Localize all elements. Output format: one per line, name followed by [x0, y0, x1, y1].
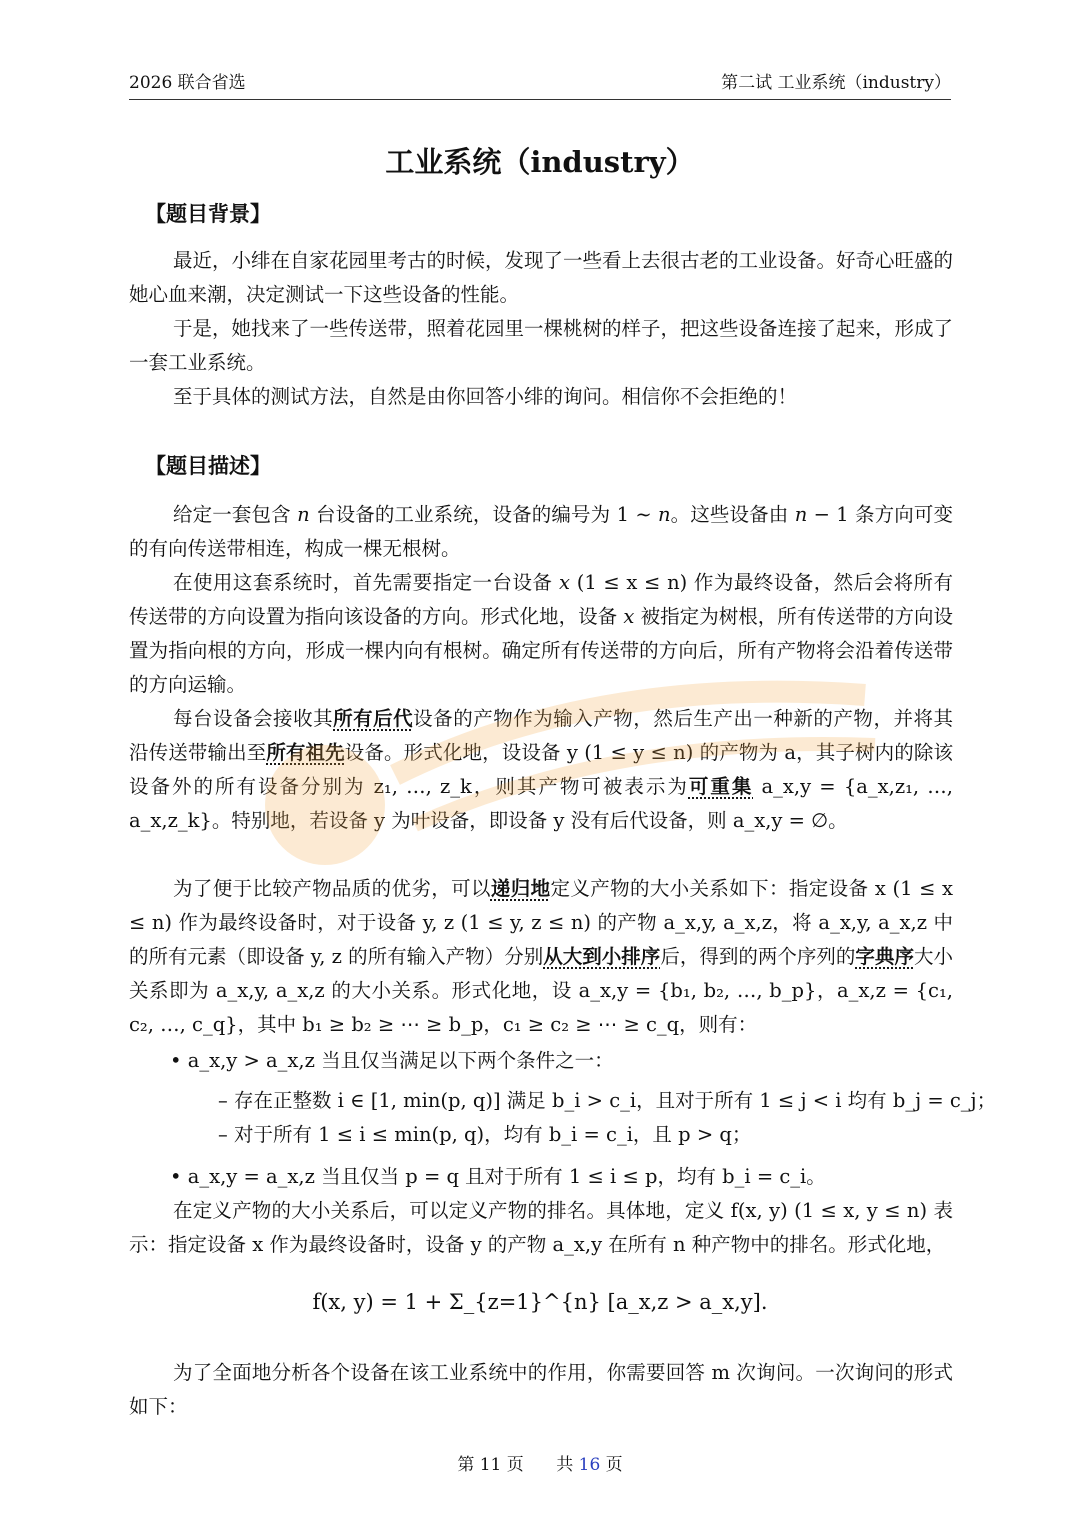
background-paragraph-1: 最近，小绯在自家花园里考古的时候，发现了一些看上去很古老的工业设备。好奇心旺盛的她心血来潮，决定测试一下这些设备的性能。 [129, 249, 954, 306]
bullet-greater: • a_x,y > a_x,z 当且仅当满足以下两个条件之一： [170, 1049, 614, 1072]
description-paragraph-1: 给定一套包含 n 台设备的工业系统，设备的编号为 1 ∼ n。这些设备由 n − 1 条方向可变的有向传送带相连，构成一棵无根树。 [129, 503, 954, 560]
description-paragraph-4: 为了便于比较产物品质的优劣，可以递归地定义产物的大小关系如下：指定设备 x (1 ≤ x ≤ n) 作为最终设备时，对于设备 y, z (1 ≤ y, z ≤ n) 的产物 a_x,y, a_x,z，将 a_x,y, a_x,z 中的所有元素（即设备 y, z 的所有输入产物）分别从大到小排序后，得到的两个序列的字典序大小关系即为 a_x,y, a_x,z 的大小关系。形式化地，设 a_x,y = {b₁, b₂, …, b_p}，a_x,z = {c₁, c₂, …, c_q}，其中 b₁ ≥ b₂ ≥ ⋯ ≥ b_p，c₁ ≥ c₂ ≥ ⋯ ≥ c_q，则有： [129, 877, 953, 1036]
emphasis-lexicographic: 字典序 [855, 945, 914, 968]
page-title: 工业系统（industry） [385, 145, 695, 179]
header-right: 第二试 工业系统（industry） [721, 73, 951, 93]
rank-formula: f(x, y) = 1 + Σ_{z=1}^{n} [a_x,z > a_x,y]. [312, 1290, 768, 1314]
description-paragraph-2: 在使用这套系统时，首先需要指定一台设备 x (1 ≤ x ≤ n) 作为最终设备，然后会将所有传送带的方向设置为指向该设备的方向。形式化地，设备 x 被指定为树根，所有传送带的方向设置为指向根的方向，形成一棵内向有根树。确定所有传送带的方向后，所有产物将会沿着传送带的方向运输。 [129, 571, 954, 696]
background-paragraph-3: 至于具体的测试方法，自然是由你回答小绯的询问。相信你不会拒绝的！ [173, 385, 798, 408]
emphasis-all-ancestors: 所有祖先 [266, 741, 345, 764]
description-paragraph-3: 每台设备会接收其所有后代设备的产物作为输入产物，然后生产出一种新的产物，并将其沿传送带输出至所有祖先设备。形式化地，设设备 y (1 ≤ y ≤ n) 的产物为 a，其子树内的除该设备外的所有设备分别为 z₁, …, z_k，则其产物可被表示为可重集 a_x,y = {a_x,z₁, …, a_x,z_k}。特别地，若设备 y 为叶设备，即设备 y 没有后代设备，则 a_x,y = ∅。 [129, 707, 953, 832]
section-heading-description: 【题目描述】 [145, 454, 271, 478]
description-paragraph-5: 在定义产物的大小关系后，可以定义产物的排名。具体地，定义 f(x, y) (1 ≤ x, y ≤ n) 表示：指定设备 x 作为最终设备时，设备 y 的产物 a_x,y 在所有 n 种产物中的排名。形式化地， [129, 1199, 953, 1256]
background-paragraph-2: 于是，她找来了一些传送带，照着花园里一棵桃树的样子，把这些设备连接了起来，形成了一套工业系统。 [129, 317, 954, 374]
emphasis-multiset: 可重集 [688, 775, 754, 798]
header-left: 2026 联合省选 [129, 73, 246, 93]
page-header [129, 70, 951, 100]
description-paragraph-6: 为了全面地分析各个设备在该工业系统中的作用，你需要回答 m 次询问。一次询问的形式如下： [129, 1361, 953, 1418]
emphasis-recursively: 递归地 [490, 877, 551, 900]
page-footer: 第 11 页 共 16 页 [457, 1455, 623, 1475]
sub-condition-2: – 对于所有 1 ≤ i ≤ min(p, q)，均有 b_i = c_i，且 p > q； [218, 1123, 752, 1146]
emphasis-all-descendants: 所有后代 [333, 707, 414, 730]
total-pages: 16 [578, 1455, 601, 1475]
emphasis-sort-desc: 从大到小排序 [543, 945, 661, 968]
bullet-equal: • a_x,y = a_x,z 当且仅当 p = q 且对于所有 1 ≤ i ≤ p，均有 b_i = c_i。 [170, 1165, 826, 1188]
sub-condition-1: – 存在正整数 i ∈ [1, min(p, q)] 满足 b_i > c_i，且对于所有 1 ≤ j < i 均有 b_j = c_j； [218, 1089, 997, 1112]
section-heading-background: 【题目背景】 [145, 202, 271, 226]
